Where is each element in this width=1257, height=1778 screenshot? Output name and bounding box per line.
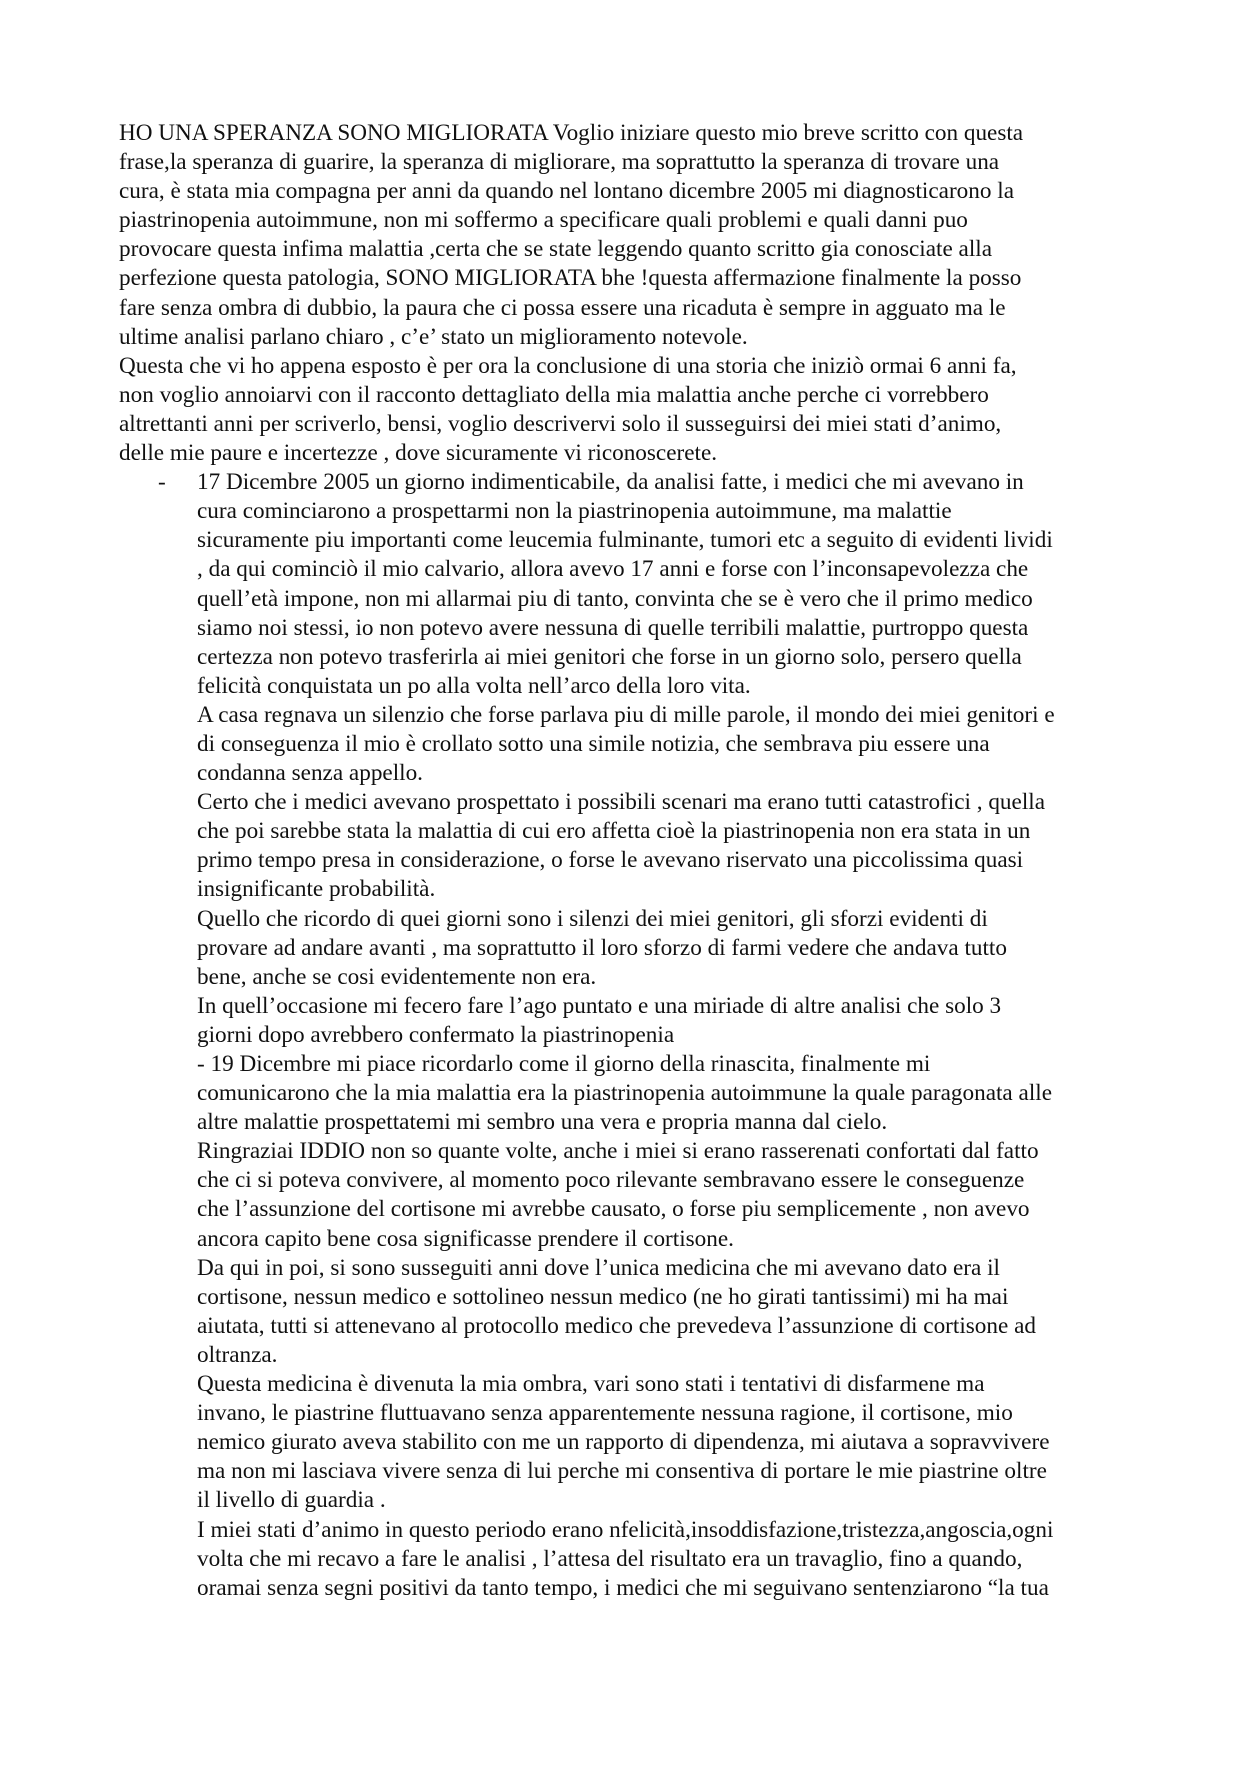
text-line: oramai senza segni positivi da tanto tempo, i medici che mi seguivano sentenziarono “la tua (197, 1574, 1049, 1601)
document-body (119, 119, 1149, 1603)
text-line: Certo che i medici avevano prospettato i possibili scenari ma erano tutti catastrofici , quella (197, 789, 1045, 816)
bullet-paragraph (197, 1370, 1149, 1515)
text-line: altre malattie prospettatemi mi sembro una vera e propria manna dal cielo. (197, 1109, 888, 1136)
bullet-paragraph (197, 788, 1149, 904)
text-line: primo tempo presa in considerazione, o forse le avevano riservato una piccolissima quasi (197, 847, 1024, 874)
text-line: felicità conquistata un po alla volta nell’arco della loro vita. (197, 672, 751, 699)
text-line: piastrinopenia autoimmune, non mi soffermo a specificare quali problemi e quali danni puo (119, 207, 968, 234)
text-line: Da qui in poi, si sono susseguiti anni dove l’unica medicina che mi avevano dato era il (197, 1254, 1000, 1281)
text-line: I miei stati d’animo in questo periodo erano nfelicità,insoddisfazione,tristezza,angoscia,ogni (197, 1516, 1054, 1543)
text-line: HO UNA SPERANZA SONO MIGLIORATA Voglio iniziare questo mio breve scritto con questa (119, 120, 1024, 146)
bullet-paragraph (197, 905, 1149, 992)
text-line: ancora capito bene cosa significasse prendere il cortisone. (197, 1225, 734, 1252)
intro-paragraph (119, 119, 1149, 352)
text-line: che ci si poteva convivere, al momento poco rilevante sembravano essere le conseguenze (197, 1167, 1025, 1194)
text-line: che l’assunzione del cortisone mi avrebbe causato, o forse piu semplicemente , non avevo (197, 1196, 1030, 1223)
text-line: cura, è stata mia compagna per anni da quando nel lontano dicembre 2005 mi diagnosticarono la (119, 178, 1014, 205)
text-line: giorni dopo avrebbero confermato la piastrinopenia (197, 1021, 675, 1048)
second-paragraph (119, 352, 1149, 468)
text-line: quell’età impone, non mi allarmai piu di tanto, convinta che se è vero che il primo medico (197, 585, 1033, 612)
text-line: invano, le piastrine fluttuavano senza apparentemente nessuna ragione, il cortisone, mio (197, 1400, 1013, 1427)
text-line: comunicarono che la mia malattia era la piastrinopenia autoimmune la quale paragonata alle (197, 1080, 1052, 1107)
text-line: nemico giurato aveva stabilito con me un rapporto di dipendenza, mi aiutava a sopravvivere (197, 1429, 1050, 1456)
text-line: insignificante probabilità. (197, 876, 436, 903)
text-line: di conseguenza il mio è crollato sotto una simile notizia, che sembrava piu essere una (197, 730, 990, 757)
text-line: delle mie paure e incertezze , dove sicuramente vi riconoscerete. (119, 440, 718, 467)
text-line: Questa medicina è divenuta la mia ombra, vari sono stati i tentativi di disfarmene ma (197, 1371, 985, 1398)
bullet-paragraph (197, 1050, 1149, 1137)
text-line: sicuramente piu importanti come leucemia fulminante, tumori etc a seguito di evidenti lividi (197, 527, 1053, 554)
text-line: ultime analisi parlano chiaro , c’e’ stato un miglioramento notevole. (119, 323, 748, 350)
text-line: - 19 Dicembre mi piace ricordarlo come il giorno della rinascita, finalmente mi (197, 1051, 931, 1077)
text-line: non voglio annoiarvi con il racconto dettagliato della mia malattia anche perche ci vorrebbero (119, 381, 989, 408)
text-line: 17 Dicembre 2005 un giorno indimenticabile, da analisi fatte, i medici che mi avevano in (197, 469, 1024, 496)
text-line: condanna senza appello. (197, 760, 423, 787)
text-line: Quello che ricordo di quei giorni sono i silenzi dei miei genitori, gli sforzi evidenti di (197, 905, 988, 932)
text-line: provocare questa infima malattia ,certa che se state leggendo quanto scritto gia conosciate alla (119, 236, 993, 263)
text-line: Ringraziai IDDIO non so quante volte, anche i miei si erano rasserenati confortati dal fatto (197, 1138, 1039, 1165)
bullet-paragraph (197, 701, 1149, 788)
text-line: il livello di guardia . (197, 1487, 386, 1514)
text-line: certezza non potevo trasferirla ai miei genitori che forse in un giorno solo, persero quella (197, 643, 1022, 670)
bullet-dash: - (158, 469, 166, 496)
text-line: cortisone, nessun medico e sottolineo nessun medico (ne ho girati tantissimi) mi ha mai (197, 1283, 1009, 1310)
bullet-paragraph (197, 1137, 1149, 1253)
text-line: bene, anche se cosi evidentemente non era. (197, 963, 597, 990)
text-line: fare senza ombra di dubbio, la paura che ci possa essere una ricaduta è sempre in agguato ma le (119, 294, 1006, 321)
text-line: oltranza. (197, 1341, 278, 1368)
text-line: cura cominciarono a prospettarmi non la piastrinopenia autoimmune, ma malattie (197, 498, 952, 525)
bullet-paragraphs (197, 468, 1149, 1603)
text-line: provare ad andare avanti , ma soprattutto il loro sforzo di farmi vedere che andava tutto (197, 934, 1007, 961)
text-line: perfezione questa patologia, SONO MIGLIORATA bhe !questa affermazione finalmente la posso (119, 265, 1022, 292)
text-line: siamo noi stessi, io non potevo avere nessuna di quelle terribili malattie, purtroppo questa (197, 614, 1029, 641)
text-line: ma non mi lasciava vivere senza di lui perche mi consentiva di portare le mie piastrine oltre (197, 1458, 1047, 1485)
bullet-paragraph (197, 1254, 1149, 1370)
bullet-paragraph (197, 468, 1149, 701)
text-line: aiutata, tutti si attenevano al protocollo medico che prevedeva l’assunzione di cortisone ad (197, 1312, 1036, 1339)
text-line: Questa che vi ho appena esposto è per ora la conclusione di una storia che iniziò ormai 6 anni fa, (119, 352, 1017, 379)
text-line: che poi sarebbe stata la malattia di cui ero affetta cioè la piastrinopenia non era stata in un (197, 818, 1031, 845)
bullet-paragraph (197, 992, 1149, 1050)
text-line: frase,la speranza di guarire, la speranza di migliorare, ma soprattutto la speranza di trovare una (119, 149, 1000, 176)
text-line: A casa regnava un silenzio che forse parlava piu di mille parole, il mondo dei miei genitori e (197, 701, 1055, 728)
text-line: In quell’occasione mi fecero fare l’ago puntato e una miriade di altre analisi che solo 3 (197, 992, 1002, 1019)
text-line: altrettanti anni per scriverlo, bensi, voglio descrivervi solo il susseguirsi dei miei stati d’animo, (119, 410, 1002, 437)
bulleted-section (119, 468, 1149, 1603)
text-line: volta che mi recavo a fare le analisi , l’attesa del risultato era un travaglio, fino a quando, (197, 1545, 1023, 1572)
bullet-paragraph (197, 1516, 1149, 1603)
text-line: , da qui cominciò il mio calvario, allora avevo 17 anni e forse con l’inconsapevolezza che (197, 556, 1029, 583)
